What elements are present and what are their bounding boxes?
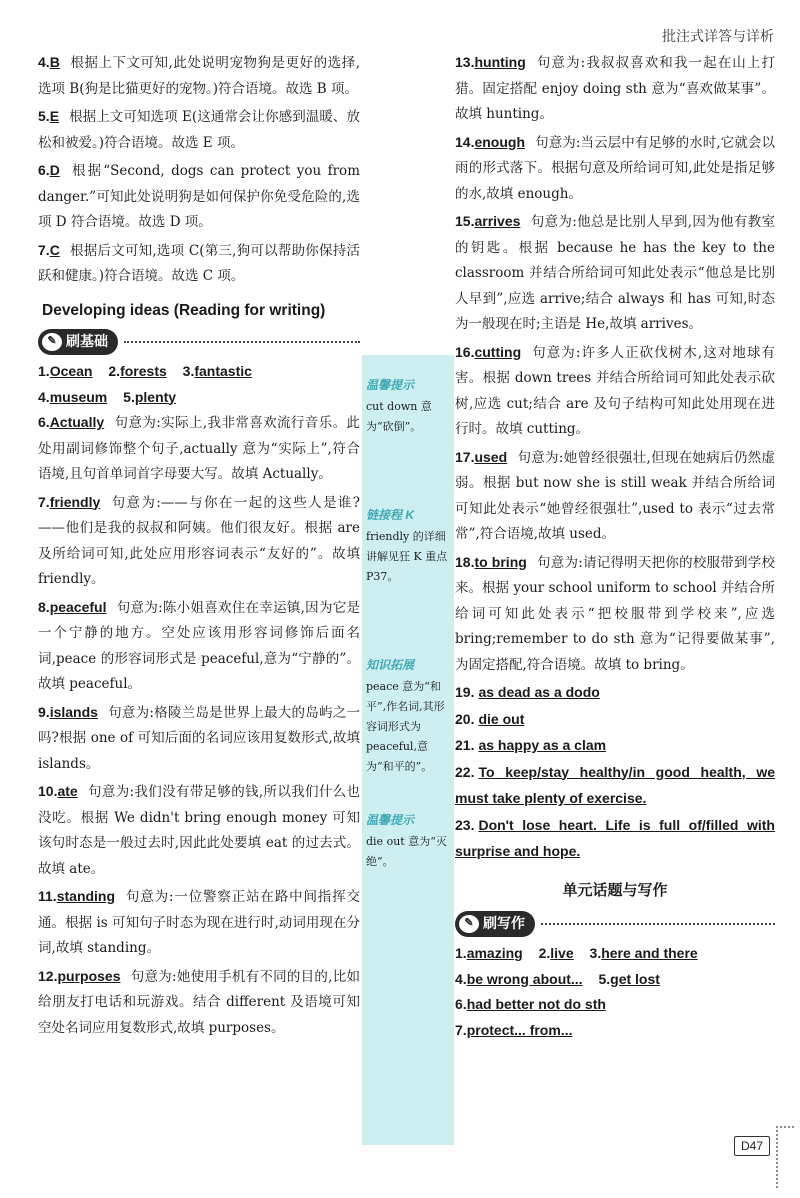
item-number: 9. xyxy=(38,703,50,720)
answer-item xyxy=(38,595,360,698)
answer-item xyxy=(455,707,775,734)
item-answer: B xyxy=(49,54,60,70)
item-number: 23. xyxy=(455,816,475,833)
badge-row-writing xyxy=(455,909,775,939)
item-number: 5. xyxy=(38,108,50,124)
section-title: Developing ideas (Reading for writing) xyxy=(42,301,326,319)
item-explanation: 句意为:我们没有带足够的钱,所以我们什么也没吃。根据 We didn't bring enough money 可知该句时态是一般过去时,因此此处要填 eat 的过去式。故填 ate。 xyxy=(38,784,360,877)
item-answer: enough xyxy=(474,133,526,150)
page-number: D47 xyxy=(734,1136,770,1156)
answer-item xyxy=(38,238,360,290)
item-answer: E xyxy=(49,108,60,124)
pen-icon: ✎ xyxy=(42,333,62,351)
sidebar-note-4: 温馨提示 die out 意为“灭绝”。 xyxy=(366,813,447,868)
answer-item xyxy=(38,884,360,962)
dotted-divider xyxy=(124,341,360,343)
item-number: 8. xyxy=(38,598,50,615)
answer-item xyxy=(455,445,775,548)
left-column xyxy=(38,50,360,1043)
item-answer: standing xyxy=(56,888,116,904)
item-number: 7. xyxy=(38,241,50,258)
answer-item xyxy=(38,158,360,236)
item-explanation: 句意为:——与你在一起的这些人是谁?——他们是我的叔叔和阿姨。他们很友好。根据 are 及所给词可知,此处应用形容词表示“友好的”。故填 friendly。 xyxy=(38,494,360,587)
writing-answers-1: 1.amazing 2.live 3.here and there xyxy=(455,945,698,961)
answer-item xyxy=(455,130,775,208)
answer-item xyxy=(455,50,775,128)
answer-item xyxy=(38,700,360,778)
item-answer: islands xyxy=(49,703,98,720)
item-explanation: 句意为:他总是比别人早到,因为他有教室的钥匙。根据 because he has the key to the classroom 并结合所给词可知此处表示“他总是比别人早到”,应选 arrive;结合 always 和 has 可知,时态为一般现在时;主语是 He,故填 arrives。 xyxy=(455,214,775,332)
item-answer: peaceful xyxy=(49,598,107,615)
writing-answers-4: 7.protect... from... xyxy=(455,1021,573,1038)
item-number: 7. xyxy=(38,493,50,510)
item-number: 16. xyxy=(455,343,475,360)
item-number: 12. xyxy=(38,967,58,984)
item-explanation: 句意为:我叔叔喜欢和我一起在山上打猎。固定搭配 enjoy doing sth 意为“喜欢做某事”。故填 hunting。 xyxy=(455,55,775,122)
item-explanation: 句意为:一位警察正站在路中间指挥交通。根据 is 可知句子时态为现在进行时,动词用现在分词,故填 standing。 xyxy=(38,889,360,956)
item-number: 21. xyxy=(455,737,475,753)
item-number: 20. xyxy=(455,710,475,727)
sidebar-note-1: 温馨提示 cut down 意为“砍倒”。 xyxy=(366,378,432,433)
quick-answers-2: 4.museum 5.plenty xyxy=(38,388,177,405)
answer-item xyxy=(38,104,360,156)
answer-item xyxy=(38,50,360,102)
pen-icon: ✎ xyxy=(459,915,479,933)
writing-answers-3: 6.had better not do sth xyxy=(455,996,606,1012)
item-explanation: 句意为:请记得明天把你的校服带到学校来。根据 your school uniform to school 并结合所给词可知此处表示“把校服带到学校来”,应选 bring;remember to do sth 意为“记得要做某事”,为固定搭配,符合语境。故填 to bring。 xyxy=(455,554,775,673)
item-answer: as dead as a dodo xyxy=(478,684,600,700)
answer-item xyxy=(455,680,775,707)
quick-answers-1: 1.Ocean 2.forests 3.fantastic xyxy=(38,363,252,379)
item-number: 22. xyxy=(455,763,475,780)
item-number: 18. xyxy=(455,553,475,570)
item-answer: To keep/stay healthy/in good health, we must take plenty of exercise. xyxy=(455,763,775,806)
corner-dots xyxy=(776,1126,794,1188)
item-answer: cutting xyxy=(474,343,522,360)
item-answer: ate xyxy=(57,783,78,799)
item-answer: hunting xyxy=(474,54,526,70)
item-number: 15. xyxy=(455,213,475,229)
answer-item xyxy=(455,813,775,866)
item-explanation: 句意为:许多人正砍伐树木,这对地球有害。根据 down trees 并结合所给词可知此处表示砍树,应选 cut;结合 are 及句子结构可知此处用现在进行时。故填 cutting。 xyxy=(455,344,775,437)
item-explanation: 句意为:格陵兰岛是世界上最大的岛屿之一吗?根据 one of 可知后面的名词应该用复数形式,故填 islands。 xyxy=(38,704,360,772)
item-number: 11. xyxy=(38,888,57,904)
unit-topic-title: 单元话题与写作 xyxy=(562,881,668,899)
dotted-divider xyxy=(541,923,775,925)
item-number: 6. xyxy=(38,414,50,430)
writing-answers-2: 4.be wrong about... 5.get lost xyxy=(455,970,660,987)
item-answer: as happy as a clam xyxy=(478,737,607,753)
item-answer: Actually xyxy=(49,414,105,430)
item-answer: to bring xyxy=(474,553,527,570)
item-number: 13. xyxy=(455,54,475,70)
right-column xyxy=(455,50,775,1043)
answer-item xyxy=(455,733,775,760)
item-explanation: 根据“Second, dogs can protect you from danger.”可知此处说明狗是如何保护你免受危险的,选项 D 符合语境。故选 D 项。 xyxy=(38,163,360,230)
item-number: 14. xyxy=(455,133,475,150)
item-explanation: 句意为:陈小姐喜欢住在幸运镇,因为它是一个宁静的地方。空处应该用形容词修饰后面名词,peace 的形容词形式是 peaceful,意为“宁静的”。故填 peaceful。 xyxy=(38,599,360,692)
item-answer: D xyxy=(49,162,60,178)
sidebar-notes xyxy=(362,355,454,1145)
sidebar-note-3: 知识拓展 peace 意为“和平”,作名词,其形容词形式为 peaceful,意为“和平的”。 xyxy=(366,658,445,773)
sidebar-note-2: 链接程 K friendly 的详细讲解见狂 K 重点 P37。 xyxy=(366,508,448,583)
item-answer: arrives xyxy=(474,213,521,229)
item-number: 17. xyxy=(455,448,475,465)
item-answer: friendly xyxy=(49,493,101,510)
answer-item xyxy=(38,779,360,882)
item-answer: purposes xyxy=(57,967,121,984)
item-explanation: 句意为:她使用手机有不同的目的,比如给朋友打电话和玩游戏。结合 different 及语境可知空处名词应用复数形式,故填 purposes。 xyxy=(38,968,360,1036)
answer-item xyxy=(38,964,360,1042)
item-number: 19. xyxy=(455,684,475,700)
item-explanation: 句意为:实际上,我非常喜欢流行音乐。此处用副词修饰整个句子,actually 意为“实际上”,符合语境,且句首单词首字母要大写。故填 Actually。 xyxy=(38,415,360,482)
item-answer: die out xyxy=(478,710,525,727)
answer-item xyxy=(455,209,775,338)
answer-item xyxy=(455,340,775,443)
item-answer: used xyxy=(474,448,508,465)
item-explanation: 句意为:她曾经很强壮,但现在她病后仍然虚弱。根据 but now she is still weak 并结合所给词可知此处表示“她曾经很强壮”,used to 表示“过去常常”,符合语境,故填 used。 xyxy=(455,449,775,542)
item-explanation: 句意为:当云层中有足够的水时,它就会以雨的形式落下。根据句意及所给词可知,此处是指足够的水,故填 enough。 xyxy=(455,134,775,202)
answer-item xyxy=(38,410,360,488)
badge-basic: ✎ 刷基础 xyxy=(38,329,118,355)
item-number: 6. xyxy=(38,162,50,178)
answer-item xyxy=(38,490,360,593)
item-explanation: 根据后文可知,选项 C(第三,狗可以帮助你保持活跃和健康。)符合语境。故选 C 项。 xyxy=(38,242,360,284)
item-number: 10. xyxy=(38,783,58,799)
item-explanation: 根据上下文可知,此处说明宠物狗是更好的选择,选项 B(狗是比猫更好的宠物。)符合语境。故选 B 项。 xyxy=(38,55,360,97)
badge-writing: ✎ 刷写作 xyxy=(455,911,535,937)
badge-row-basic xyxy=(38,327,360,357)
item-explanation: 根据上文可知选项 E(这通常会让你感到温暖、放松和被爱。)符合语境。故选 E 项。 xyxy=(38,109,360,151)
answer-item xyxy=(455,760,775,813)
item-answer: C xyxy=(49,241,60,258)
item-answer: Don't lose heart. Life is full of/filled with surprise and hope. xyxy=(455,816,775,859)
page-header-title: 批注式详答与详析 xyxy=(662,28,774,44)
answer-item xyxy=(455,550,775,679)
item-number: 4. xyxy=(38,54,50,70)
